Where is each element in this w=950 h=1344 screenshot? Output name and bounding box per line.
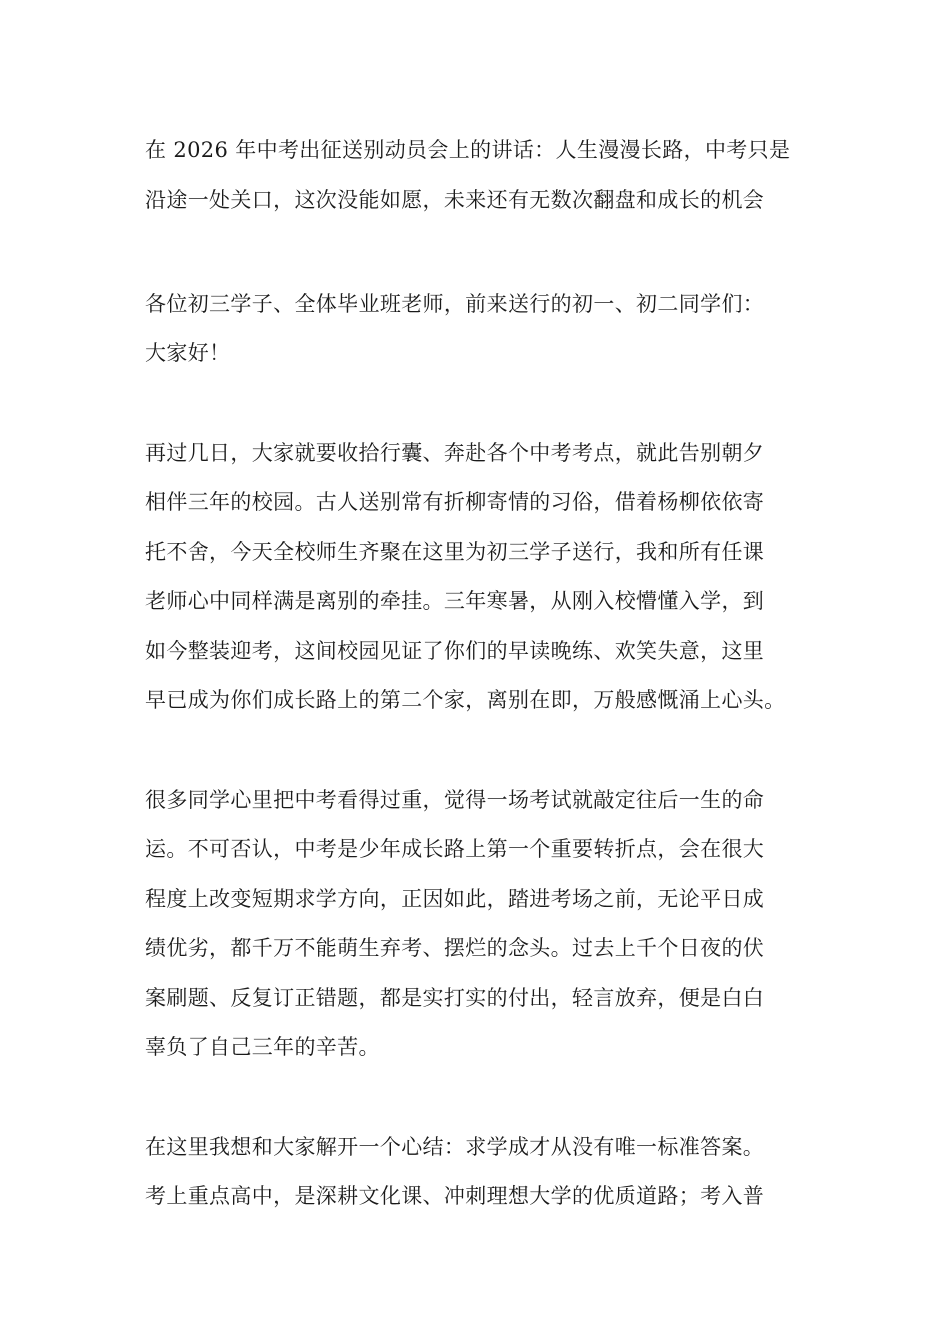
paragraph-1-line-3: 托不舍，今天全校师生齐聚在这里为初三学子送行，我和所有任课 <box>145 540 765 564</box>
salutation-line-2: 大家好！ <box>145 341 231 365</box>
paragraph-2-line-6: 辜负了自己三年的辛苦。 <box>145 1035 380 1059</box>
salutation-line-1: 各位初三学子、全体毕业班老师，前来送行的初一、初二同学们： <box>145 292 765 316</box>
paragraph-3-line-2: 考上重点高中，是深耕文化课、冲刺理想大学的优质道路；考入普 <box>145 1184 765 1208</box>
paragraph-1-line-1: 再过几日，大家就要收拾行囊、奔赴各个中考考点，就此告别朝夕 <box>145 441 765 465</box>
paragraph-1-line-2: 相伴三年的校园。古人送别常有折柳寄情的习俗，借着杨柳依依寄 <box>145 490 765 514</box>
paragraph-3-line-1: 在这里我想和大家解开一个心结：求学成才从没有唯一标准答案。 <box>145 1135 765 1159</box>
paragraph-2-line-2: 运。不可否认，中考是少年成长路上第一个重要转折点，会在很大 <box>145 837 765 861</box>
paragraph-1-line-5: 如今整装迎考，这间校园见证了你们的早读晚练、欢笑失意，这里 <box>145 639 765 663</box>
title-line-2: 沿途一处关口，这次没能如愿，未来还有无数次翻盘和成长的机会 <box>145 188 765 212</box>
paragraph-1-line-6: 早已成为你们成长路上的第二个家，离别在即，万般感慨涌上心头。 <box>145 688 786 712</box>
paragraph-2-line-5: 案刷题、反复订正错题，都是实打实的付出，轻言放弃，便是白白 <box>145 986 765 1010</box>
paragraph-1-line-4: 老师心中同样满是离别的牵挂。三年寒暑，从刚入校懵懂入学，到 <box>145 589 765 613</box>
paragraph-2-line-3: 程度上改变短期求学方向，正因如此，踏进考场之前，无论平日成 <box>145 887 765 911</box>
paragraph-2-line-4: 绩优劣，都千万不能萌生弃考、摆烂的念头。过去上千个日夜的伏 <box>145 936 765 960</box>
title-line-1: 在 2026 年中考出征送别动员会上的讲话：人生漫漫长路，中考只是 <box>145 138 791 162</box>
paragraph-2-line-1: 很多同学心里把中考看得过重，觉得一场考试就敲定往后一生的命 <box>145 788 765 812</box>
